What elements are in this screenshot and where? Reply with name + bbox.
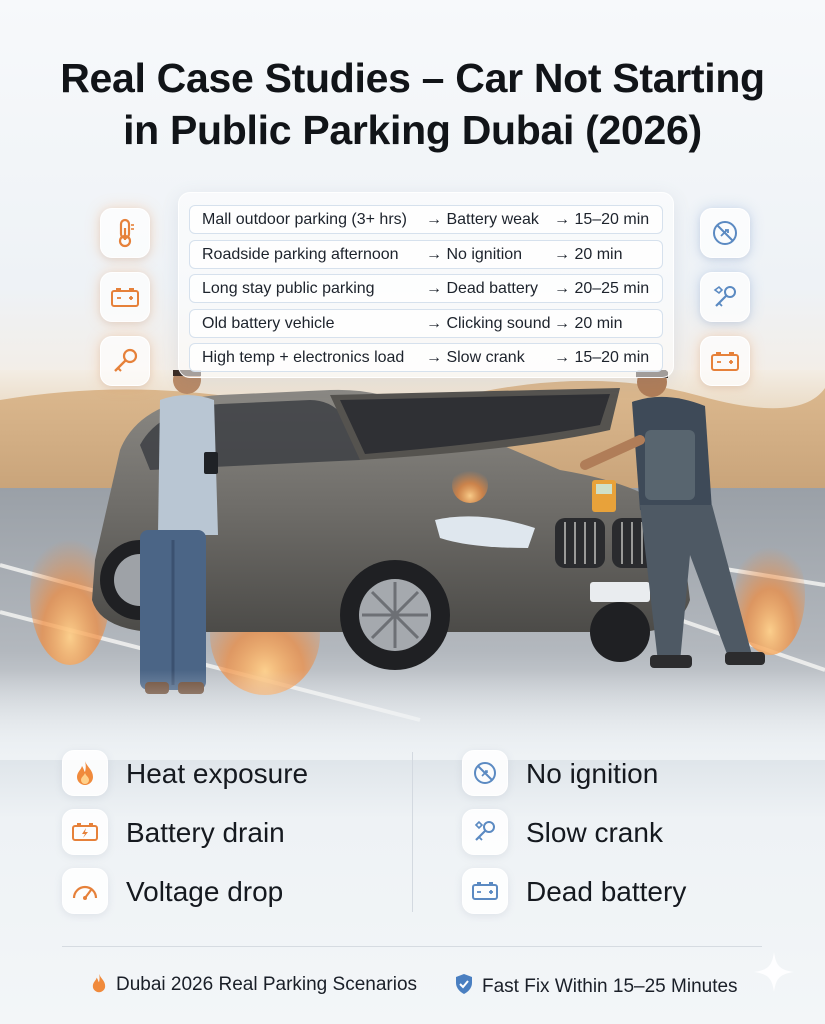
key-icon bbox=[111, 347, 139, 375]
case-scenario: Old battery vehicle bbox=[202, 314, 335, 332]
case-scenario: Long stay public parking bbox=[202, 280, 375, 297]
case-scenario: Roadside parking afternoon bbox=[202, 245, 399, 263]
footer-fast-fix-text: Fast Fix Within 15–25 Minutes bbox=[482, 976, 738, 997]
sparkle-icon bbox=[752, 950, 796, 994]
parking-scene-illustration bbox=[0, 370, 825, 760]
shield-check-icon bbox=[454, 973, 474, 995]
symptom-icon-tile bbox=[62, 809, 108, 855]
gauge-icon bbox=[71, 880, 99, 902]
case-time: → 20 min bbox=[554, 245, 623, 263]
footer-scenarios-text: Dubai 2026 Real Parking Scenarios bbox=[116, 974, 418, 995]
side-tile-battery-left bbox=[100, 272, 150, 322]
case-row bbox=[189, 240, 663, 269]
case-time: → 20–25 min bbox=[554, 280, 650, 297]
case-issue: → Dead battery bbox=[426, 280, 539, 297]
case-time: → 15–20 min bbox=[554, 211, 650, 228]
symptom-label: Slow crank bbox=[526, 817, 663, 848]
symptom-icon-tile bbox=[462, 750, 508, 796]
case-row bbox=[189, 205, 663, 234]
flame-icon bbox=[90, 973, 108, 993]
page-title bbox=[0, 52, 825, 156]
case-issue: → Slow crank bbox=[426, 349, 525, 366]
symptom-label: Voltage drop bbox=[126, 876, 284, 907]
wrench-key-icon bbox=[472, 819, 498, 845]
footer-scenarios bbox=[90, 973, 417, 996]
symptom-label: Heat exposure bbox=[126, 758, 309, 789]
case-row bbox=[189, 274, 663, 303]
case-row bbox=[189, 309, 663, 338]
symptom-icon-tile bbox=[462, 868, 508, 914]
page-title-line-1: Real Case Studies – Car Not Starting bbox=[60, 55, 765, 101]
case-scenario: Mall outdoor parking (3+ hrs) bbox=[202, 211, 407, 228]
wrench-key-icon bbox=[710, 282, 740, 312]
footer-divider bbox=[62, 946, 762, 947]
symptom-icon-tile bbox=[62, 868, 108, 914]
battery-icon bbox=[110, 286, 140, 308]
battery-icon bbox=[710, 350, 740, 372]
symptom-icon-tile bbox=[462, 809, 508, 855]
battery-icon bbox=[471, 880, 499, 902]
case-issue: → Clicking sound bbox=[426, 314, 551, 332]
footer-fast-fix bbox=[454, 973, 738, 998]
symptom-icon-tile bbox=[62, 750, 108, 796]
thermometer-icon bbox=[112, 218, 138, 248]
column-divider bbox=[412, 752, 413, 912]
case-scenario: High temp + electronics load bbox=[202, 349, 405, 366]
case-issue: → Battery weak bbox=[426, 211, 539, 228]
scene-svg bbox=[0, 370, 825, 760]
no-ignition-icon bbox=[710, 218, 740, 248]
side-tile-wrench-key bbox=[700, 272, 750, 322]
page-title-line-2: in Public Parking Dubai (2026) bbox=[123, 107, 702, 153]
flame-icon bbox=[74, 760, 96, 786]
case-study-table bbox=[178, 192, 674, 378]
case-row bbox=[189, 343, 663, 372]
no-ignition-icon bbox=[472, 760, 498, 786]
side-tile-key bbox=[100, 336, 150, 386]
case-time: → 15–20 min bbox=[554, 349, 650, 366]
symptom-label: Battery drain bbox=[126, 817, 285, 848]
side-tile-battery-right bbox=[700, 336, 750, 386]
symptom-label: No ignition bbox=[526, 758, 659, 789]
battery-charge-icon bbox=[71, 821, 99, 843]
symptom-label: Dead battery bbox=[526, 876, 687, 907]
case-time: → 20 min bbox=[554, 314, 623, 332]
side-tile-thermometer bbox=[100, 208, 150, 258]
case-issue: → No ignition bbox=[426, 245, 523, 263]
side-tile-no-ignition bbox=[700, 208, 750, 258]
